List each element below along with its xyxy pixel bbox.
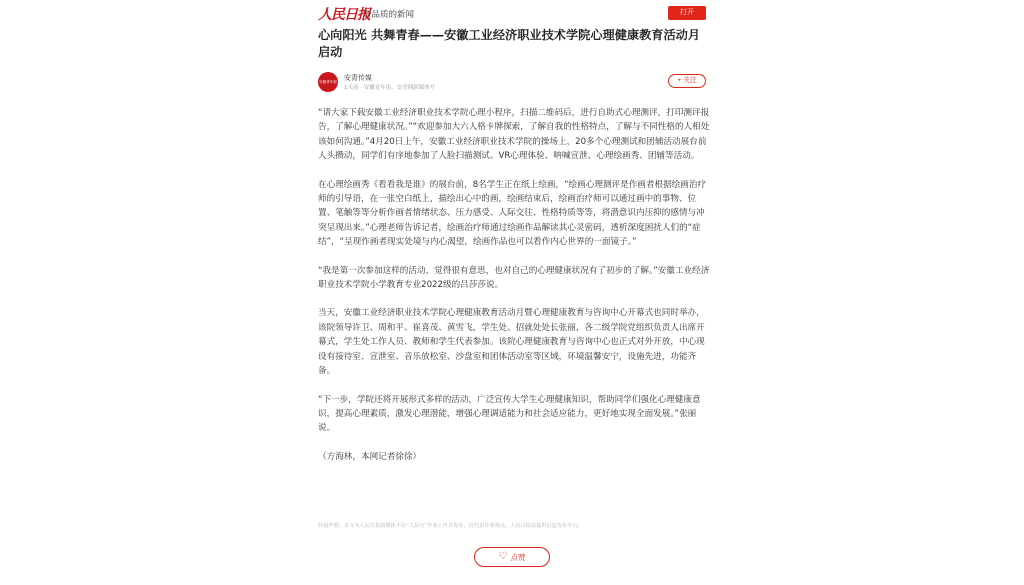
follow-button[interactable]: + 关注 — [668, 74, 706, 88]
disclaimer: 特别声明：本文为人民日报新媒体平台“人民号”作者上传并发布，仅代表作者观点。人民日报仅提供信息发布平台。 — [318, 523, 583, 529]
top-bar — [318, 4, 706, 24]
paragraph: 当天，安徽工业经济职业技术学院心理健康教育活动月暨心理健康教育与咨询中心开幕式也同时举办，该院领导许卫、周和平、崔喜茂、黄雪飞，学生处、招就处处长张丽，各二级学院党组织负责人出席开幕式，学生处工作人员、教师和学生代表参加。该院心理健康教育与咨询中心也正式对外开放，中心现设有接待室、宣泄室、音乐放松室、沙盘室和团体活动室等区域，环境温馨安宁，设施先进，功能齐备。 — [318, 308, 705, 377]
slogan: 有品质的新闻 — [363, 10, 415, 20]
heart-icon: ♡ — [498, 551, 508, 562]
like-label: 点赞 — [510, 552, 526, 562]
author-bar — [318, 72, 706, 94]
open-app-button[interactable]: 打开 — [668, 6, 706, 20]
avatar[interactable]: 安徽青年报 — [318, 72, 338, 92]
paragraph: “下一步，学院还将开展形式多样的活动，广泛宣传大学生心理健康知识，帮助同学们强化心理健康意识，提高心理素质，激发心理潜能，增强心理调适能力和社会适应能力，更好地实现全面发展。”张丽说。 — [318, 394, 701, 434]
article-signature: （方海林，本网记者徐徐） — [318, 451, 422, 462]
paragraph: 在心理绘画秀《看看我是谁》的展台前，8名学生正在纸上绘画，“绘画心理测评是作画者根据绘画治疗师的引导语，在一张空白纸上，描绘出心中的画，绘画结束后，绘画治疗师可以通过画中的事物、位置、笔触等等分析作画者情绪状态、压力感受、人际交往、性格特质等等，将潜意识内压抑的感情与冲突呈现出来。”心理老师告诉记者，绘画治疗师通过绘画作品解读其心灵密码，透析深度困扰人们的“症结”，“呈现作画者现实处境与内心渴望，绘画作品也可以看作内心世界的一面镜子。” — [318, 179, 707, 248]
logo[interactable]: 人民日报 — [318, 7, 370, 23]
author-meta: 1天前 · 安徽青年报、安青网新媒体号 — [344, 85, 436, 91]
paragraph: “我是第一次参加这样的活动，觉得很有意思，也对自己的心理健康状况有了初步的了解。”安徽工业经济职业技术学院小学教育专业2022级的吕莎莎说。 — [318, 265, 710, 291]
article-title: 心向阳光 共舞青春——安徽工业经济职业技术学院心理健康教育活动月启动 — [318, 28, 701, 59]
paragraph: “请大家下载安徽工业经济职业技术学院心理小程序，扫描二维码后，进行自助式心理测评，打印测评报告，了解心理健康状况。”“欢迎参加大六人格卡牌探索，了解自我的性格特点，了解与不同性格的人相处该如何沟通。”4月20日上午，安徽工业经济职业技术学院的操场上，20多个心理测试和团辅活动展台前人头攒动，同学们有序地参加了人脸扫描测试、VR心理体验、呐喊宣泄、心理绘画秀、团辅等活动。 — [318, 108, 710, 162]
like-button[interactable] — [474, 547, 550, 567]
author-name[interactable]: 安青传媒 — [344, 74, 372, 82]
article-body — [318, 106, 710, 464]
